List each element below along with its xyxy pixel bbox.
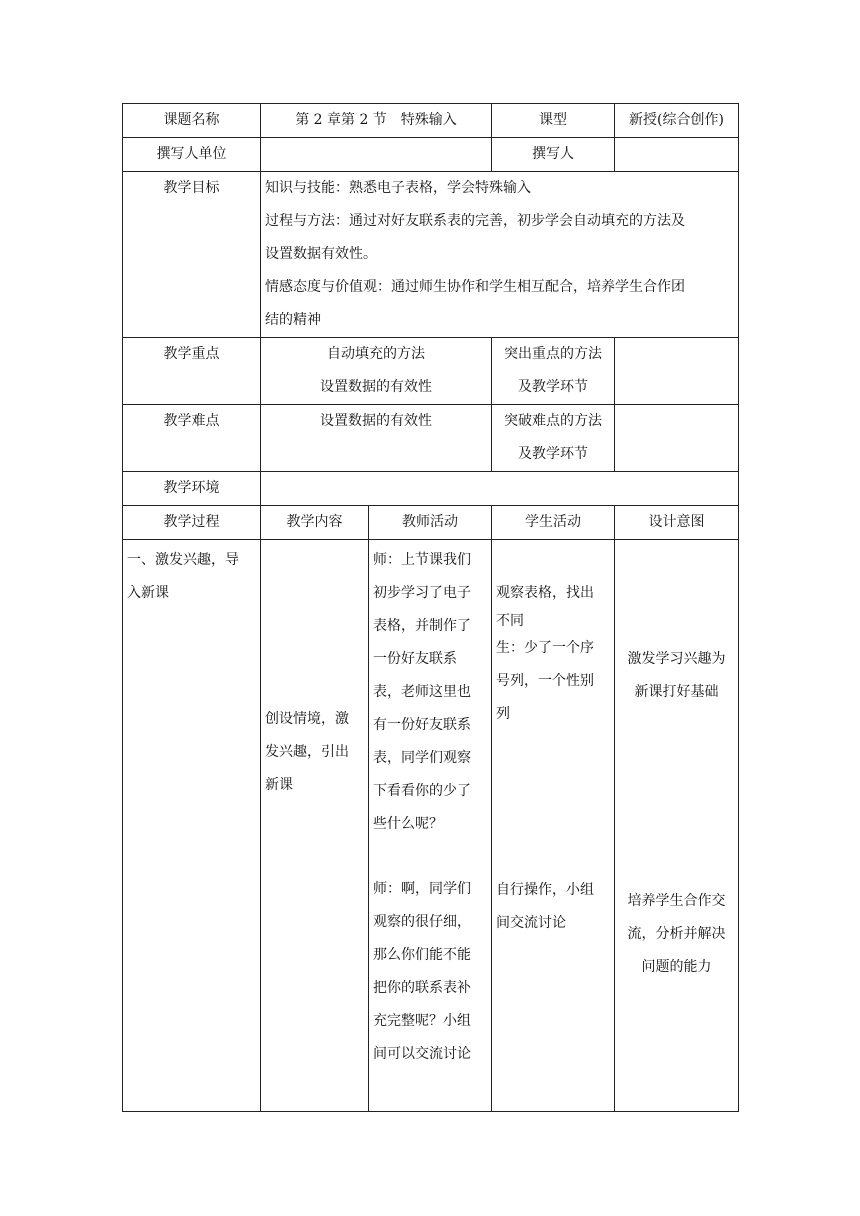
goals-line: 结的精神 — [265, 312, 321, 328]
difficulties-text — [261, 405, 492, 472]
method-label-line: 及教学环节 — [518, 379, 588, 395]
row-process-body — [123, 540, 739, 1112]
teacher-line: 师：上节课我们 — [373, 552, 471, 568]
goals-line: 过程与方法：通过对好友联系表的完善，初步学会自动填充的方法及 — [265, 213, 685, 229]
row-lesson-title — [123, 104, 739, 138]
environment-value — [261, 472, 739, 506]
goals-line: 设置数据有效性。 — [265, 246, 377, 262]
process-teacher-activity — [369, 540, 492, 1112]
teacher-line: 表格，并制作了 — [373, 618, 471, 634]
intent-line: 培养学生合作交 — [627, 893, 726, 909]
student-line: 不同 — [496, 613, 524, 629]
student-line: 观察表格，找出 — [496, 585, 594, 601]
student-line: 生：少了一个序 — [496, 640, 594, 656]
intent-line: 问题的能力 — [641, 959, 712, 975]
content-line: 新课 — [265, 777, 293, 793]
teacher-line: 有一份好友联系 — [373, 717, 471, 733]
method-label-line: 突破难点的方法 — [504, 413, 602, 429]
lesson-type-label: 课型 — [492, 104, 615, 138]
student-line: 号列，一个性别 — [496, 673, 594, 689]
teacher-line: 一份好友联系 — [373, 651, 457, 667]
difficulties-label: 教学难点 — [123, 405, 261, 472]
teacher-line: 那么你们能不能 — [373, 947, 471, 963]
teacher-line: 表，老师这里也 — [373, 684, 471, 700]
spacer — [496, 731, 610, 874]
process-header-content: 教学内容 — [261, 506, 369, 540]
teacher-line: 间可以交流讨论 — [373, 1046, 471, 1062]
step-line: 入新课 — [127, 585, 169, 601]
row-key-points — [123, 338, 739, 405]
row-difficulties — [123, 405, 739, 472]
teacher-line: 下看看你的少了 — [373, 783, 471, 799]
environment-label: 教学环境 — [123, 472, 261, 506]
row-process-header — [123, 506, 739, 540]
row-author — [123, 138, 739, 172]
difficulty-line: 设置数据的有效性 — [320, 413, 432, 429]
content-line: 创设情境，激 — [265, 711, 349, 727]
process-header-teacher: 教师活动 — [369, 506, 492, 540]
teacher-line: 师：啊，同学们 — [373, 881, 471, 897]
lesson-type-value: 新授(综合创作) — [615, 104, 739, 138]
intent-line: 激发学习兴趣为 — [627, 651, 726, 667]
method-label-line: 及教学环节 — [518, 446, 588, 462]
student-line: 自行操作，小组 — [496, 882, 594, 898]
method-label-line: 突出重点的方法 — [504, 346, 602, 362]
key-point-line: 设置数据的有效性 — [320, 379, 432, 395]
spacer — [373, 841, 487, 873]
content-line: 发兴趣，引出 — [265, 744, 349, 760]
process-header-intent: 设计意图 — [615, 506, 739, 540]
lesson-name-label: 课题名称 — [123, 104, 261, 138]
goals-line: 知识与技能：熟悉电子表格，学会特殊输入 — [265, 180, 531, 196]
key-points-method-label — [492, 338, 615, 405]
row-environment — [123, 472, 739, 506]
goals-label: 教学目标 — [123, 172, 261, 338]
intent-line: 新课打好基础 — [634, 684, 719, 700]
author-value — [615, 138, 739, 172]
row-goals — [123, 172, 739, 338]
teacher-line: 表，同学们观察 — [373, 750, 471, 766]
key-point-line: 自动填充的方法 — [327, 346, 425, 362]
process-student-activity — [492, 540, 615, 1112]
teacher-line: 观察的很仔细， — [373, 914, 471, 930]
process-step — [123, 540, 261, 1112]
process-header-student: 学生活动 — [492, 506, 615, 540]
key-points-text — [261, 338, 492, 405]
difficulties-method-label — [492, 405, 615, 472]
teacher-line: 初步学习了电子 — [373, 585, 471, 601]
teacher-line: 充完整呢？小组 — [373, 1013, 471, 1029]
teacher-line: 些什么呢？ — [373, 816, 443, 832]
goals-text — [261, 172, 739, 338]
author-label: 撰写人 — [492, 138, 615, 172]
author-unit-label: 撰写人单位 — [123, 138, 261, 172]
student-line: 列 — [496, 706, 510, 722]
key-points-method-value — [615, 338, 739, 405]
step-line: 一、激发兴趣，导 — [127, 552, 239, 568]
student-line: 间交流讨论 — [496, 915, 566, 931]
spacer — [619, 709, 734, 885]
intent-line: 流，分析并解决 — [627, 926, 726, 942]
teacher-line: 把你的联系表补 — [373, 980, 471, 996]
goals-line: 情感态度与价值观：通过师生协作和学生相互配合，培养学生合作团 — [265, 279, 685, 295]
process-header-step: 教学过程 — [123, 506, 261, 540]
difficulties-method-value — [615, 405, 739, 472]
lesson-name-value: 第 2 章第 2 节 特殊输入 — [261, 104, 492, 138]
author-unit-value — [261, 138, 492, 172]
lesson-plan-table — [122, 103, 739, 1112]
key-points-label: 教学重点 — [123, 338, 261, 405]
process-content — [261, 540, 369, 1112]
process-design-intent — [615, 540, 739, 1112]
